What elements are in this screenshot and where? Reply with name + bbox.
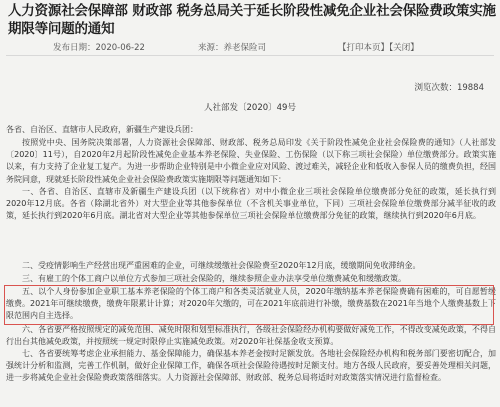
page-title: 人力资源社会保障部 财政部 税务总局关于延长阶段性减免企业社会保险费政策实施期限等问题的通知: [8, 3, 496, 37]
paragraph-item-2: 二、受疫情影响生产经营出现严重困难的企业，可继续缓缴社会保险费至2020年12月底，缓缴期间免收滞纳金。: [22, 261, 421, 270]
paragraph-item-6: 六、各省要严格按照规定的减免范围、减免时限和划型标准执行，各级社会保险经办机构要做好减免工作，不得改变减免政策，不得自行出台其他减免政策，并按照统一规定时限停止实施减免政策。对2020年社保基金收支预算。: [6, 325, 496, 347]
paragraph-item-5: 五、以个人身份参加企业职工基本养老保险的个体工商户和各类灵活就业人员，2020年缴纳基本养老保险费确有困难的，可自愿暂缓缴费。2021年可继续缴费，缴费年限累计计算；对2020年欠缴的，可在2021年底前进行补缴，缴费基数在2021年当地个人缴费基数上下限范围内自主选择。: [6, 287, 496, 321]
divider: [6, 55, 494, 56]
paragraph-item-7: 七、各省要统筹考虑企业承担能力、基金保障能力，确保基本养老金按时足额发放。各地社会保险经办机构和税务部门要密切配合，加强统计分析和监测，完善工作机制，做好企业保障工作，确保各项社会保险待遇按时足额支付。地方各级人民政府，要妥善处理相关问题，进一步将减免企业社会保险费政策落细落实。人力资源社会保障部、财政部、税务总局将适时对政策落实情况进行监督检查。: [6, 349, 496, 383]
source-label: 来源：养老保险司: [198, 43, 267, 53]
print-close-links[interactable]: 【打印本页】【关闭】: [338, 43, 419, 53]
publish-date: 发布日期：2020-06-22: [53, 43, 145, 53]
salutation: 各省、自治区、直辖市人民政府，新疆生产建设兵团：: [6, 125, 198, 134]
article-meta: [8, 41, 492, 53]
paragraph-item-1: 一、各省、自治区、直辖市及新疆生产建设兵团（以下统称省）对中小微企业三项社会保险单位缴费部分免征的政策，延长执行到2020年12月底。各省（除湖北省外）对大型企业等其他参保单位（不含机关事业单位，下同）三项社会保险单位缴费部分减半征收的政策，延长执行到2020年6月底。湖北省对大型企业等其他参保单位三项社会保险单位缴费部分免征的政策，继续执行到2020年6月底。: [6, 187, 496, 221]
paragraph-item-3: 三、有雇工的个体工商户以单位方式参加三项社会保险的，继续参照企业办法享受单位缴费减免和缓缴政策。: [22, 274, 406, 283]
document-number: 人社部发〔2020〕49号: [204, 103, 296, 113]
view-count: 浏览次数：19884: [414, 83, 484, 93]
paragraph-intro: 按照党中央、国务院决策部署，人力资源社会保障部、财政部、税务总局印发《关于阶段性减免企业社会保险费的通知》（人社部发〔2020〕11号），自2020年2月起阶段性减免企业基本养老保险、失业保险、工伤保险（以下称三项社会保险）单位缴费部分。政策实施以来，有力支持了企业复工复产。为进一步帮助企业特别是中小微企业应对风险、渡过难关，减轻企业和低收入参保人员的缴费负担，经国务院同意，现就延长阶段性减免企业社会保险费政策实施期限等问题通知如下：: [6, 138, 496, 184]
